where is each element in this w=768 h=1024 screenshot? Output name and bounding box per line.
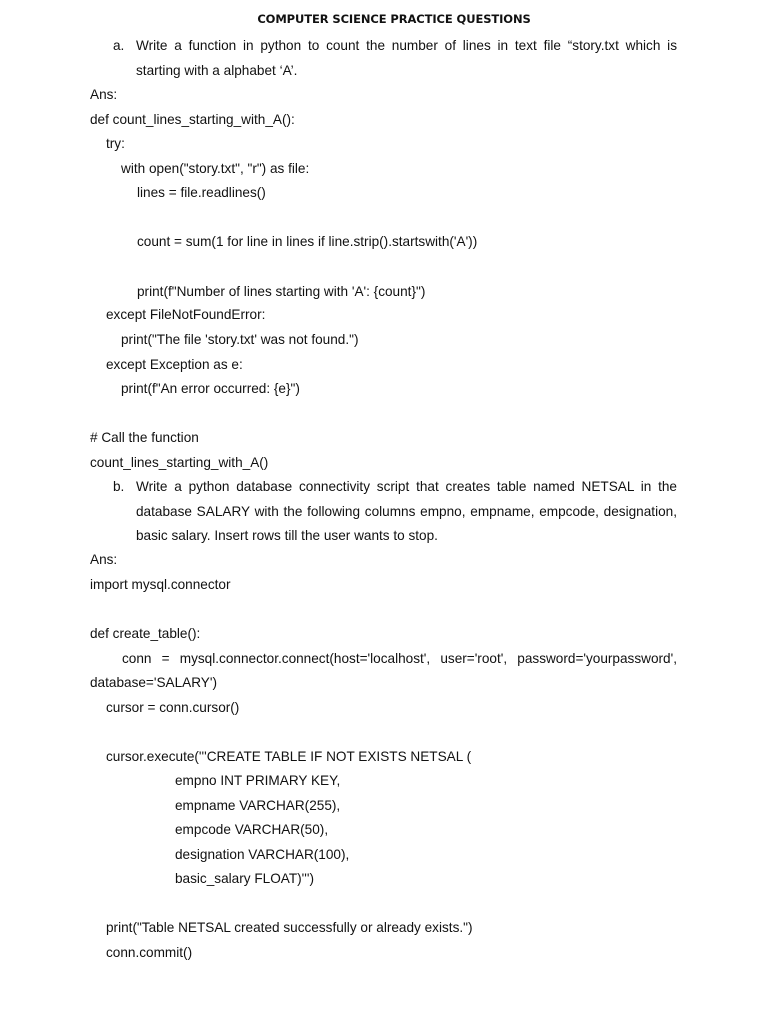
code-comment: # Call the function [90,430,199,445]
question-a-text: Write a function in python to count the number of lines in text file “story.txt which is starting with a alphabet ‘A’. [136,38,677,78]
code-line: try: [106,136,125,151]
code-line: empno INT PRIMARY KEY, [175,773,341,788]
code-line: cursor = conn.cursor() [106,700,240,715]
code-line: import mysql.connector [90,577,231,592]
code-line: except FileNotFoundError: [106,307,266,322]
answer-a-label: Ans: [90,87,118,102]
code-line: print(f"An error occurred: {e}") [121,381,300,396]
code-line: def count_lines_starting_with_A(): [90,112,295,127]
code-line: basic_salary FLOAT)''') [175,871,314,886]
code-line: print("Table NETSAL created successfully or already exists.") [106,920,473,935]
question-a-label: a. [113,38,125,53]
code-line: empcode VARCHAR(50), [175,822,329,837]
code-line: count_lines_starting_with_A() [90,455,269,470]
question-b-text: Write a python database connectivity script that creates table named NETSAL in the database SALARY with the following columns empno, empname, empcode, designation, basic salary. Insert rows till the user wants to stop. [136,479,677,544]
code-line: cursor.execute('''CREATE TABLE IF NOT EXISTS NETSAL ( [106,749,472,764]
question-b-label: b. [113,479,125,494]
code-line: lines = file.readlines() [137,185,266,200]
code-line: with open("story.txt", "r") as file: [121,161,310,176]
answer-b-label: Ans: [90,552,118,567]
code-line: except Exception as e: [106,357,243,372]
code-line: empname VARCHAR(255), [175,798,341,813]
page-title: COMPUTER SCIENCE PRACTICE QUESTIONS [257,12,531,26]
code-line: count = sum(1 for line in lines if line.strip().startswith('A')) [137,234,478,249]
code-line: print("The file 'story.txt' was not found.") [121,332,359,347]
code-line: conn.commit() [106,945,193,960]
code-line: def create_table(): [90,626,201,641]
code-line: print(f"Number of lines starting with 'A': {count}") [137,284,426,299]
code-line: designation VARCHAR(100), [175,847,350,862]
code-line: conn = mysql.connector.connect(host='localhost', user='root', password='yourpassword', [122,651,677,666]
code-line: database='SALARY') [90,675,217,690]
